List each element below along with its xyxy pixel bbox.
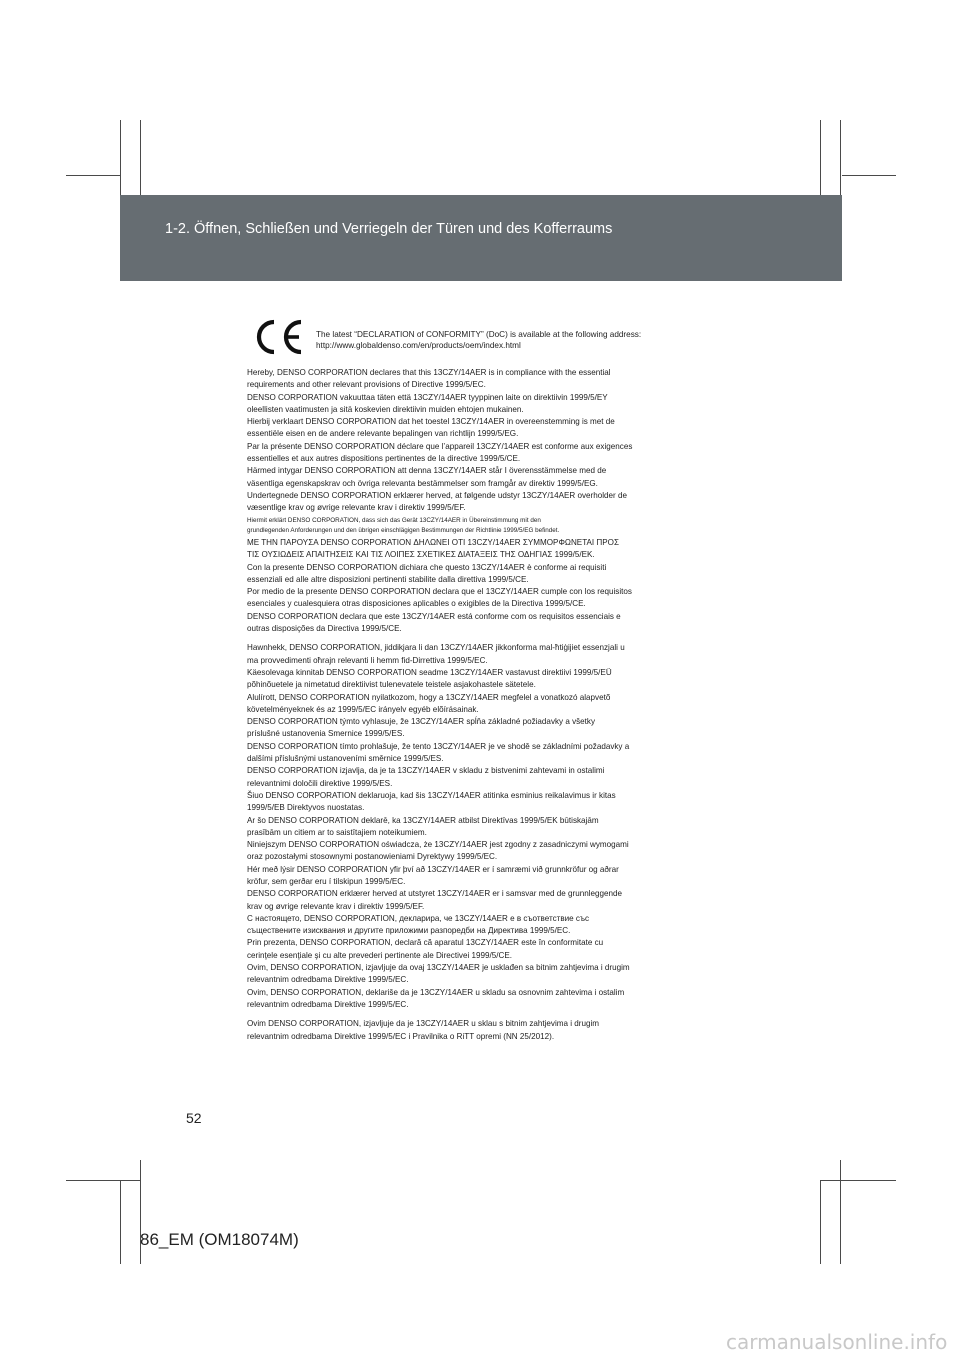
page-number: 52 [186, 1110, 202, 1126]
site-watermark: carmanualsonline.info [726, 1330, 948, 1354]
declaration-line: põhinõuetele ja nimetatud direktiivist tulenevatele teistele asjakohastele sätetele. [247, 680, 536, 690]
declaration-paragraph [247, 441, 722, 466]
crop-mark [66, 1180, 140, 1181]
crop-mark [140, 120, 141, 195]
declaration-paragraph [247, 864, 722, 889]
declaration-line: relevantnimi določili direktive 1999/5/ES. [247, 778, 393, 788]
conformity-declarations [247, 367, 722, 1043]
declaration-paragraph [247, 516, 722, 536]
declaration-line: relevantnim odredbama Direktive 1999/5/EC i Pravilnika o RiTT opremi (NN 25/2012). [247, 1031, 555, 1041]
crop-mark [120, 1180, 121, 1264]
declaration-line: DENSO CORPORATION declara que este 13CZY/14AER está conforme com os requisitos essenciais e [247, 611, 621, 621]
declaration-paragraph [247, 716, 722, 741]
doc-url-link[interactable]: http://www.globaldenso.com/en/products/oem/index.html [316, 341, 521, 350]
declaration-paragraph [247, 839, 722, 864]
declaration-paragraph [247, 490, 722, 515]
declaration-line: relevantnim odredbama Direktive 1999/5/EC. [247, 975, 409, 985]
declaration-line: dalšími příslušnými ustanoveními směrnice 1999/5/ES. [247, 754, 444, 764]
declaration-paragraph [247, 987, 722, 1012]
declaration-line: DENSO CORPORATION tímto prohlašuje, že tento 13CZY/14AER je ve shodě se základními požadavky a [247, 741, 630, 751]
declaration-paragraph [247, 692, 722, 717]
declaration-paragraph [247, 913, 722, 938]
declaration-line: Hierbij verklaart DENSO CORPORATION dat het toestel 13CZY/14AER in overeenstemming is met de [247, 417, 615, 427]
section-header-band [120, 195, 842, 281]
declaration-paragraph [247, 537, 722, 562]
declaration-line: Con la presente DENSO CORPORATION dichiara che questo 13CZY/14AER è conforme ai requisiti [247, 562, 607, 572]
declaration-line: relevantnim odredbama Direktive 1999/5/EC. [247, 999, 409, 1009]
crop-mark [820, 1180, 821, 1264]
crop-mark [66, 175, 120, 176]
crop-mark [840, 120, 841, 195]
doc-notice-line: The latest “DECLARATION of CONFORMITY” (DoC) is available at the following address: [316, 330, 642, 339]
declaration-paragraph [247, 611, 722, 636]
declaration-line: Ovim DENSO CORPORATION, izjavljuje da je 13CZY/14AER u sklau s bitnim zahtjevima i drugim [247, 1019, 600, 1029]
declaration-paragraph [247, 1018, 722, 1043]
declaration-line: cerinţele esenţiale şi cu alte prevederi pertinente ale Directivei 1999/5/CE. [247, 950, 512, 960]
ce-mark-icon [255, 318, 305, 356]
declaration-line: Ovim, DENSO CORPORATION, izjavljuje da ovaj 13CZY/14AER je usklađen sa bitnim zahtjevima i drugim [247, 963, 630, 973]
declaration-paragraph [247, 962, 722, 987]
declaration-line: С настоящето, DENSO CORPORATION, декларира, че 13CZY/14AER е в съответствие със [247, 913, 590, 923]
declaration-line: requirements and other relevant provisions of Directive 1999/5/EC. [247, 380, 486, 390]
declaration-line: Par la présente DENSO CORPORATION déclare que l’appareil 13CZY/14AER est conforme aux exigences [247, 441, 633, 451]
declaration-line: væsentlige krav og øvrige relevante krav i direktiv 1999/5/EF. [247, 503, 466, 513]
declaration-line: Undertegnede DENSO CORPORATION erklærer herved, at følgende udstyr 13CZY/14AER overholder de [247, 490, 627, 500]
declaration-paragraph [247, 765, 722, 790]
crop-mark [120, 120, 121, 195]
declaration-paragraph [247, 562, 722, 587]
declaration-paragraph [247, 790, 722, 815]
doc-availability-notice [316, 329, 641, 351]
declaration-line: Niniejszym DENSO CORPORATION oświadcza, że 13CZY/14AER jest zgodny z zasadniczymi wymogami [247, 840, 629, 850]
declaration-line: DENSO CORPORATION izjavlja, da je ta 13CZY/14AER v skladu z bistvenimi zahtevami in ostalimi [247, 766, 605, 776]
declaration-paragraph [247, 367, 722, 392]
declaration-line: ma provvedimenti oħrajn relevanti li hemm fid-Dirrettiva 1999/5/EC. [247, 655, 488, 665]
crop-mark [820, 120, 821, 195]
declaration-line: Ovim, DENSO CORPORATION, deklariše da je 13CZY/14AER u skladu sa osnovnim zahtevima i ostalim [247, 987, 625, 997]
declaration-paragraph [247, 667, 722, 692]
declaration-line: съществените изисквания и другите приложими разпоредби на Директива 1999/5/EC. [247, 926, 571, 936]
declaration-line: oraz pozostałymi stosownymi postanowieniami Dyrektywy 1999/5/EC. [247, 852, 498, 862]
declaration-paragraph [247, 937, 722, 962]
declaration-paragraph [247, 888, 722, 913]
declaration-line: krav og øvrige relevante krav i direktiv 1999/5/EF. [247, 901, 425, 911]
declaration-line: Šiuo DENSO CORPORATION deklaruoja, kad šis 13CZY/14AER atitinka esminius reikalavimus ir kitas [247, 790, 616, 800]
crop-mark [842, 175, 896, 176]
crop-mark [820, 1180, 896, 1181]
declaration-line: 1999/5/EB Direktyvos nuostatas. [247, 803, 365, 813]
declaration-paragraph [247, 586, 722, 611]
declaration-line: essentiële eisen en de andere relevante bepalingen van richtlijn 1999/5/EG. [247, 429, 519, 439]
declaration-line: Hiermit erklärt DENSO CORPORATION, dass sich das Gerät 13CZY/14AER in Übereinstimmung mit den [247, 516, 541, 524]
declaration-line: ΤΙΣ ΟΥΣΙΩΔΕΙΣ ΑΠΑΙΤΗΣΕΙΣ ΚΑΙ ΤΙΣ ΛΟΙΠΕΣ ΣΧΕΤΙΚΕΣ ΔΙΑΤΑΞΕΙΣ ΤΗΣ ΟΔΗΓΙΑΣ 1999/5/ΕΚ. [247, 550, 595, 560]
declaration-paragraph [247, 815, 722, 840]
declaration-paragraph [247, 416, 722, 441]
declaration-line: Alulírott, DENSO CORPORATION nyilatkozom, hogy a 13CZY/14AER megfelel a vonatkozó alapvetõ [247, 692, 611, 702]
declaration-line: oleellisten vaatimusten ja sitä koskevien direktiivin muiden ehtojen mukainen. [247, 404, 524, 414]
declaration-line: esenciales y cualesquiera otras disposiciones aplicables o exigibles de la Directiva 1999/5/CE. [247, 599, 586, 609]
declaration-line: Hér með lýsir DENSO CORPORATION yfir því að 13CZY/14AER er í samræmi við grunnkröfur og aðrar [247, 864, 619, 874]
declaration-line: ΜΕ ΤΗΝ ΠΑΡΟΥΣΑ DENSO CORPORATION ΔΗΛΩΝΕΙ ΟΤΙ 13CZY/14AER ΣΥΜΜΟΡΦΩΝΕΤΑΙ ΠΡΟΣ [247, 537, 619, 547]
declaration-line: Hawnhekk, DENSO CORPORATION, jiddikjara li dan 13CZY/14AER jikkonforma mal-ħtiġijiet essenzjali u [247, 643, 625, 653]
declaration-paragraph [247, 642, 722, 667]
document-code: 86_EM (OM18074M) [140, 1230, 299, 1249]
declaration-line: Härmed intygar DENSO CORPORATION att denna 13CZY/14AER står I överensstämmelse med de [247, 466, 607, 476]
declaration-line: outras disposições da Directiva 1999/5/CE. [247, 624, 402, 634]
declaration-line: essenziali ed alle altre disposizioni pertinenti stabilite dalla direttiva 1999/5/CE. [247, 574, 529, 584]
declaration-line: DENSO CORPORATION vakuuttaa täten että 13CZY/14AER tyyppinen laite on direktiivin 1999/5/EY [247, 392, 608, 402]
declaration-paragraph [247, 465, 722, 490]
declaration-line: väsentliga egenskapskrav och övriga relevanta bestämmelser som framgår av direktiv 1999/5/EG. [247, 478, 598, 488]
declaration-line: prasībām un citiem ar to saistītajiem noteikumiem. [247, 827, 427, 837]
declaration-line: grundlegenden Anforderungen und den übrigen einschlägigen Bestimmungen der Richtlinie 1999/5/EG befindet. [247, 526, 560, 534]
declaration-line: kröfur, sem gerðar eru í tilskipun 1999/5/EC. [247, 876, 406, 886]
declaration-line: príslušné ustanovenia Smernice 1999/5/ES. [247, 729, 405, 739]
declaration-line: DENSO CORPORATION týmto vyhlasuje, že 13CZY/14AER spĺňa základné požiadavky a všetky [247, 717, 596, 727]
declaration-line: Hereby, DENSO CORPORATION declares that this 13CZY/14AER is in compliance with the essential [247, 368, 611, 377]
declaration-line: Por medio de la presente DENSO CORPORATION declara que el 13CZY/14AER cumple con los requisitos [247, 587, 632, 597]
declaration-line: Ar šo DENSO CORPORATION deklarē, ka 13CZY/14AER atbilst Direktīvas 1999/5/EK būtiskajām [247, 815, 599, 825]
declaration-line: essentielles et aux autres dispositions pertinentes de la directive 1999/5/CE. [247, 454, 521, 464]
declaration-paragraph [247, 392, 722, 417]
declaration-line: DENSO CORPORATION erklærer herved at utstyret 13CZY/14AER er i samsvar med de grunnleggende [247, 889, 623, 899]
declaration-line: Käesolevaga kinnitab DENSO CORPORATION seadme 13CZY/14AER vastavust direktiivi 1999/5/EÜ [247, 667, 612, 677]
declaration-paragraph [247, 741, 722, 766]
crop-mark [840, 1160, 841, 1264]
declaration-line: követelményeknek és az 1999/5/EC irányelv egyéb elõírásainak. [247, 704, 479, 714]
declaration-line: Prin prezenta, DENSO CORPORATION, declară că aparatul 13CZY/14AER este în conformitate cu [247, 938, 604, 948]
section-title: 1-2. Öffnen, Schließen und Verriegeln der Türen und des Kofferraums [165, 221, 613, 237]
